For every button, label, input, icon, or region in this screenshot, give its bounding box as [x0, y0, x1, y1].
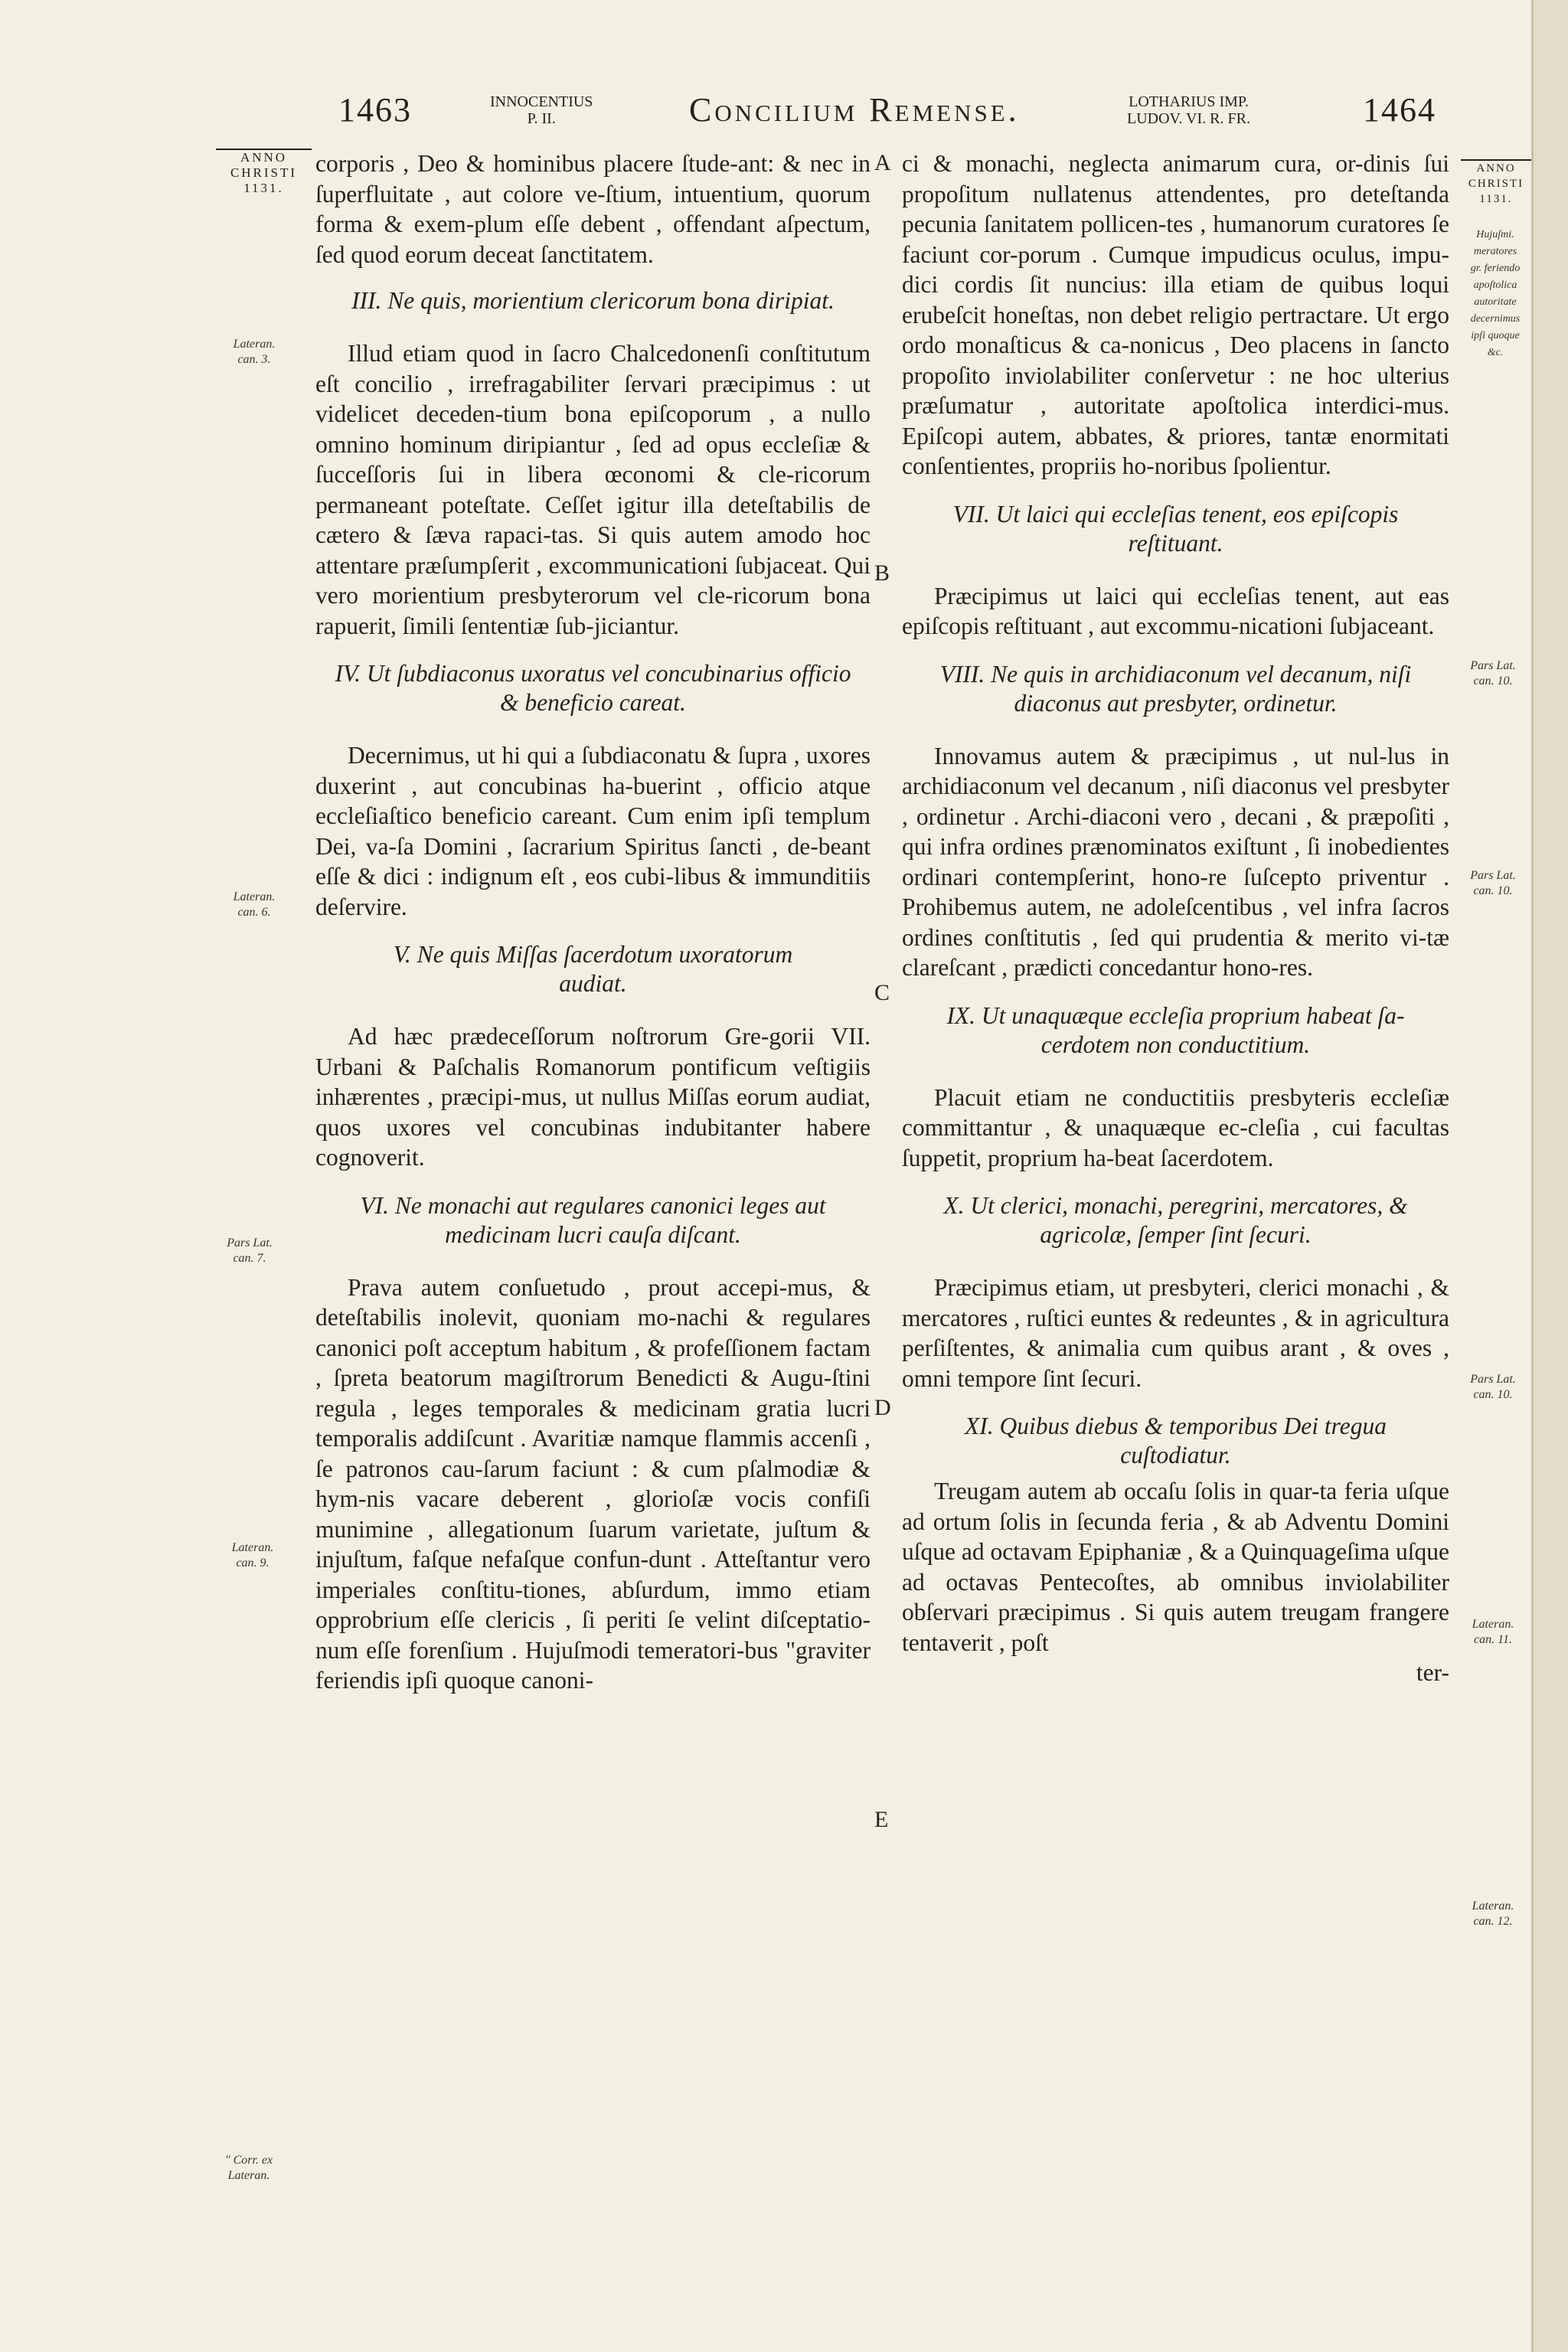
anno-christi-right — [1461, 159, 1531, 207]
king-line: LUDOV. VI. R. FR. — [1127, 110, 1250, 127]
paragraph: Innovamus autem & præcipimus , ut nul-lus in archidiaconum vel decanum , niſi diaconus vel presbyter , ordinetur . Archi-diaconi vero , decani , & præpoſiti , qui infra ordines prænominatos exiſtunt , ſi inobedientes ordinari contempſerint, hono-re ſuſcepto priventur . Prohibemus autem, ne adoleſcentibus , vel infra ſacros ordines conſtitutis , ſed qui prudentia & merito vi-tæ clareſcant , prædicti concedantur hono-res. — [902, 742, 1449, 981]
anno-label: ANNO — [216, 149, 312, 165]
canon-heading-3: III. Ne quis, morientium clericorum bona diripiat. — [351, 287, 835, 314]
paragraph: Præcipimus ut laici qui eccleſias tenent, aut eas epiſcopis reſtituant , aut excommu-nicationi ſubjaceant. — [902, 582, 1449, 639]
paragraph: Decernimus, ut hi qui a ſubdiaconatu & ſupra , uxores duxerint , aut concubinas ha-buerint , officio atque eccleſiaſtico beneficio careant. Cum enim ipſi templum Dei, va-ſa Domini , ſacrarium Spiritus ſancti , de-beant eſſe & dici : indignum eſt , eos cubi-libus & immunditiis deſervire. — [315, 742, 871, 920]
margin-note: Pars Lat. can. 10. — [1470, 1373, 1516, 1401]
margin-note: Lateran. can. 3. — [233, 338, 276, 366]
paragraph: ci & monachi, neglecta animarum cura, or-dinis ſui propoſitum nullatenus attendentes, pro deteſtanda pecunia ſanitatem pollicen-tes , humanorum curatores ſe faciunt cor-porum . Cumque impudicus oculus, impu-dici cordis ſit nuncius: illa etiam de quibus loqui erubeſcit honeſtas, non debet religio pertractare. Ut ergo ordo monaſticus & ca-nonicus , Deo placens in ſancto propoſito inviolabiliter conſervetur : ne hoc ulterius præſumatur , autoritate apoſtolica interdici-mus. Epiſcopi autem, abbates, & priores, tantæ enormitati conſentientes, propriis ho-noribus ſpolientur. — [902, 150, 1449, 479]
canon-heading-10: X. Ut clerici, monachi, peregrini, mercatores, & agricolæ, ſemper ſint ſecuri. — [943, 1192, 1408, 1248]
margin-note: Pars Lat. can. 10. — [1470, 659, 1516, 688]
margin-note: Lateran. can. 9. — [231, 1541, 274, 1570]
paragraph: Treugam autem ab occaſu ſolis in quar-ta feria uſque ad ortum ſolis in ſecunda feria , & ab Adventu Domini uſque ad octavam Epiphaniæ , & a Quinquageſima uſque ad octavas Pentecoſtes, ab omnibus inviolabiliter obſervari præcipimus . Si quis autem treugam frangere tentaverit , poſt — [902, 1478, 1449, 1656]
paragraph: corporis , Deo & hominibus placere ſtude-ant: & nec in ſuperfluitate , aut colore ve-ſtium, intuentium, quorum forma & exem-plum eſſe debent , offendant aſpectum, ſed quod eorum deceat ſanctitatem. — [315, 150, 871, 268]
section-letter-d: D — [874, 1395, 891, 1420]
canon-heading-11: XI. Quibus diebus & temporibus Dei tregua cuſtodiatur. — [965, 1413, 1387, 1468]
running-title: Concilium Remense. — [689, 91, 1020, 129]
emperor-line: LOTHARIUS IMP. — [1129, 93, 1249, 110]
anno-label: ANNO — [1461, 159, 1531, 176]
paragraph: Prava autem conſuetudo , prout accepi-mus, & deteſtabilis inolevit, quoniam mo-nachi & regulares canonici poſt acceptum habitum , & profeſſionem factam , ſpreta beatorum magiſtrorum Benedicti & Augu-ſtini regula , leges temporales & medicinam gratia lucri temporalis addiſcunt . Avaritiæ namque flammis accenſi , ſe patronos cau-ſarum faciunt : & cum pſalmodiæ & hym-nis vacare deberent , glorioſæ vocis confiſi munimine , allegationum ſuarum varietate, juſtum & injuſtum, faſque nefaſque confun-dunt . Atteſtantur vero imperiales conſtitu-tiones, abſurdum, immo etiam opprobrium eſſe clericis , ſi periti ſe velint diſceptatio-num eſſe forenſium . Hujuſmodi temeratori-bus "graviter feriendis ipſi quoque canoni- — [315, 1273, 871, 1694]
canon-heading-8: VIII. Ne quis in archidiaconum vel decanum, niſi diaconus aut presbyter, ordinetur. — [939, 660, 1412, 717]
canon-heading-6: VI. Ne monachi aut regulares canonici leges aut medicinam lucri cauſa diſcant. — [360, 1191, 826, 1248]
margin-note: Pars Lat. can. 7. — [227, 1236, 273, 1265]
canon-heading-7: VII. Ut laici qui eccleſias tenent, eos epiſcopis reſtituant. — [952, 500, 1399, 557]
right-column — [902, 149, 1449, 1688]
christi-label: CHRISTI — [230, 165, 298, 180]
section-letter-e: E — [874, 1807, 889, 1832]
page-number-right: 1464 — [1363, 91, 1436, 129]
pope-number: P. II. — [527, 110, 556, 127]
margin-note-variant: Hujuſmi. meratores gr. feriendo apoſtolica autoritate decernimus ipſi quoque &c. — [1470, 229, 1521, 358]
canon-heading-9: IX. Ut unaquæque eccleſia proprium habeat ſa-cerdotem non conductitium. — [946, 1001, 1405, 1058]
anno-christi-left — [216, 149, 312, 196]
facing-page-edge — [1531, 0, 1568, 2352]
canon-heading-5: V. Ne quis Miſſas ſacerdotum uxoratorum audiat. — [393, 941, 793, 997]
catchword: ter- — [1416, 1659, 1449, 1686]
pope-label — [490, 93, 593, 127]
paragraph: Placuit etiam ne conductitiis presbyteris eccleſiæ committantur , & unaquæque ec-cleſia , cui facultas ſuppetit, proprium ha-beat ſacerdotem. — [902, 1083, 1449, 1171]
margin-note: Lateran. can. 6. — [233, 890, 276, 919]
margin-note: Pars Lat. can. 10. — [1470, 869, 1516, 897]
left-column — [315, 149, 871, 1696]
page-number-left: 1463 — [338, 91, 412, 129]
paragraph: Ad hæc prædeceſſorum noſtrorum Gre-gorii VII. Urbani & Paſchalis Romanorum pontificum veſtigiis inhærentes , præcipi-mus, ut nullus Miſſas eorum audiat, quos uxores vel concubinas indubitanter habere cognoverit. — [315, 1023, 871, 1171]
canon-heading-4: IV. Ut ſubdiaconus uxoratus vel concubinarius officio & beneficio careat. — [335, 660, 851, 716]
margin-note: Lateran. can. 12. — [1472, 1900, 1514, 1928]
christi-label: CHRISTI — [1468, 178, 1524, 190]
emperor-label — [1127, 93, 1250, 127]
section-letter-c: C — [874, 980, 890, 1005]
paragraph: Præcipimus etiam, ut presbyteri, clerici monachi , & mercatores , ruſtici euntes & redeuntes , & in agricultura perſiſtentes, & animalia cum quibus arant , & oves , omni tempore ſint ſecuri. — [902, 1274, 1449, 1392]
anno-year: 1131. — [243, 181, 284, 195]
section-letter-a: A — [874, 150, 891, 175]
section-letter-b: B — [874, 560, 890, 586]
margin-note: " Corr. ex Lateran. — [224, 2154, 273, 2182]
margin-note: Lateran. can. 11. — [1472, 1618, 1514, 1646]
anno-year: 1131. — [1479, 193, 1513, 205]
paragraph: Illud etiam quod in ſacro Chalcedonenſi conſtitutum eſt concilio , irrefragabiliter ſervari præcipimus : ut videlicet deceden-tium bona epiſcoporum , a nullo omnino hominum diripiantur , ſed ad opus eccleſiæ & ſucceſſoris ſui in libera œconomi & cle-ricorum permaneant poteſtate. Ceſſet igitur illa deteſtabilis de cætero & ſæva rapaci-tas. Si quis autem amodo hoc attentare præſumpſerit , excommunicationi ſubjaceat. Qui vero morientium presbyterorum vel cle-ricorum bona rapuerit, ſimili ſententiæ ſub-jiciantur. — [315, 340, 871, 639]
pope-name: INNOCENTIUS — [490, 93, 593, 110]
